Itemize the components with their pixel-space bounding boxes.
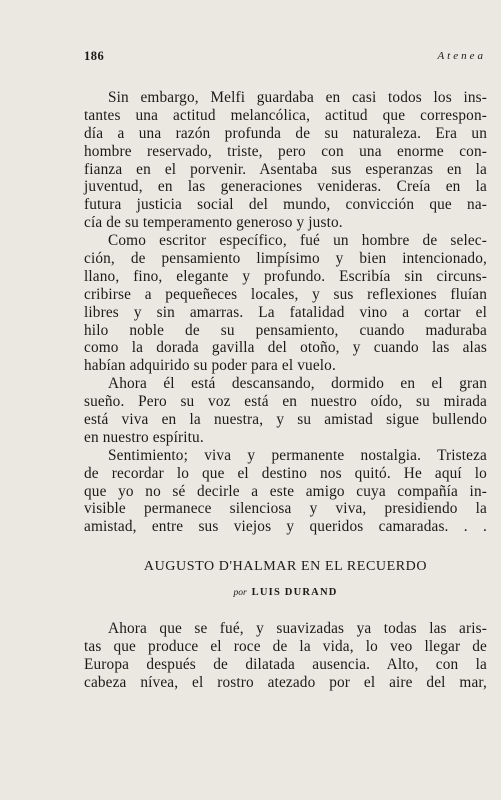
text-line: cabeza nívea, el rostro atezado por el aire del mar, bbox=[84, 673, 487, 691]
byline-prefix: por bbox=[233, 588, 247, 598]
text-line: juventud, en las generaciones venideras. Creía en la bbox=[84, 178, 487, 196]
page-number: 186 bbox=[84, 49, 105, 63]
text-line: de recordar lo que el destino nos quitó. He aquí lo bbox=[84, 464, 487, 482]
text-line: Como escritor específico, fué un hombre de selec- bbox=[108, 232, 487, 250]
paragraph bbox=[84, 232, 487, 375]
text-line: día a una razón profunda de su naturaleza. Era un bbox=[84, 124, 487, 142]
text-line: fianza en el porvenir. Asentaba sus esperanzas en la bbox=[84, 160, 487, 178]
byline bbox=[84, 583, 487, 599]
article-body bbox=[84, 89, 487, 536]
text-line: como la dorada gavilla del otoño, y cuando las alas bbox=[84, 339, 487, 357]
paragraph bbox=[84, 89, 487, 232]
text-line: ción, de pensamiento limpísimo y bien intencionado, bbox=[84, 250, 487, 268]
text-line: cribirse a pequeñeces locales, y sus reflexiones fluían bbox=[84, 285, 487, 303]
text-line: visible permanece silenciosa y viva, presidiendo la bbox=[84, 500, 487, 518]
text-line: Sentimiento; viva y permanente nostalgia. Tristeza bbox=[108, 446, 487, 464]
journal-running-head: Atenea bbox=[437, 50, 486, 62]
text-line: hombre reservado, triste, pero con una enorme con- bbox=[84, 142, 487, 160]
text-line: habían adquirido su poder para el vuelo. bbox=[84, 357, 336, 375]
text-line: Sin embargo, Melfi guardaba en casi todos los ins- bbox=[108, 89, 487, 106]
text-line: amistad, entre sus viejos y queridos camaradas. . . bbox=[84, 518, 487, 536]
text-line: en nuestro espíritu. bbox=[84, 428, 204, 446]
text-line: que yo no sé decirle a este amigo cuya compañía in- bbox=[84, 482, 487, 500]
paragraph bbox=[84, 447, 487, 536]
text-line: tantes una actitud melancólica, actitud que correspon- bbox=[84, 106, 487, 124]
article-title: AUGUSTO D'HALMAR EN EL RECUERDO bbox=[143, 559, 428, 574]
text-line: llano, fino, elegante y profundo. Escribía sin circuns- bbox=[84, 267, 487, 285]
text-line: tas que produce el roce de la vida, lo veo llegar de bbox=[84, 637, 487, 655]
text-line: sueño. Pero su voz está en nuestro oído, su mirada bbox=[84, 393, 487, 411]
text-line: Ahora él está descansando, dormido en el gran bbox=[108, 375, 487, 393]
text-line: está viva en la nuestra, y su amistad sigue bullendo bbox=[84, 411, 487, 429]
text-line: hilo noble de su pensamiento, cuando maduraba bbox=[84, 321, 487, 339]
text-line: cía de su temperamento generoso y justo. bbox=[84, 214, 343, 232]
article-body bbox=[84, 620, 487, 692]
byline-author: LUIS DURAND bbox=[251, 587, 338, 598]
paragraph bbox=[84, 620, 487, 692]
text-line: libres y sin amarras. La fatalidad vino a cortar el bbox=[84, 303, 487, 321]
paragraph bbox=[84, 375, 487, 447]
text-line: futura justicia social del mundo, convicción que na- bbox=[84, 196, 487, 214]
text-line: Ahora que se fué, y suavizadas ya todas las aris- bbox=[108, 620, 487, 637]
text-line: Europa después de dilatada ausencia. Alto, con la bbox=[84, 655, 487, 673]
